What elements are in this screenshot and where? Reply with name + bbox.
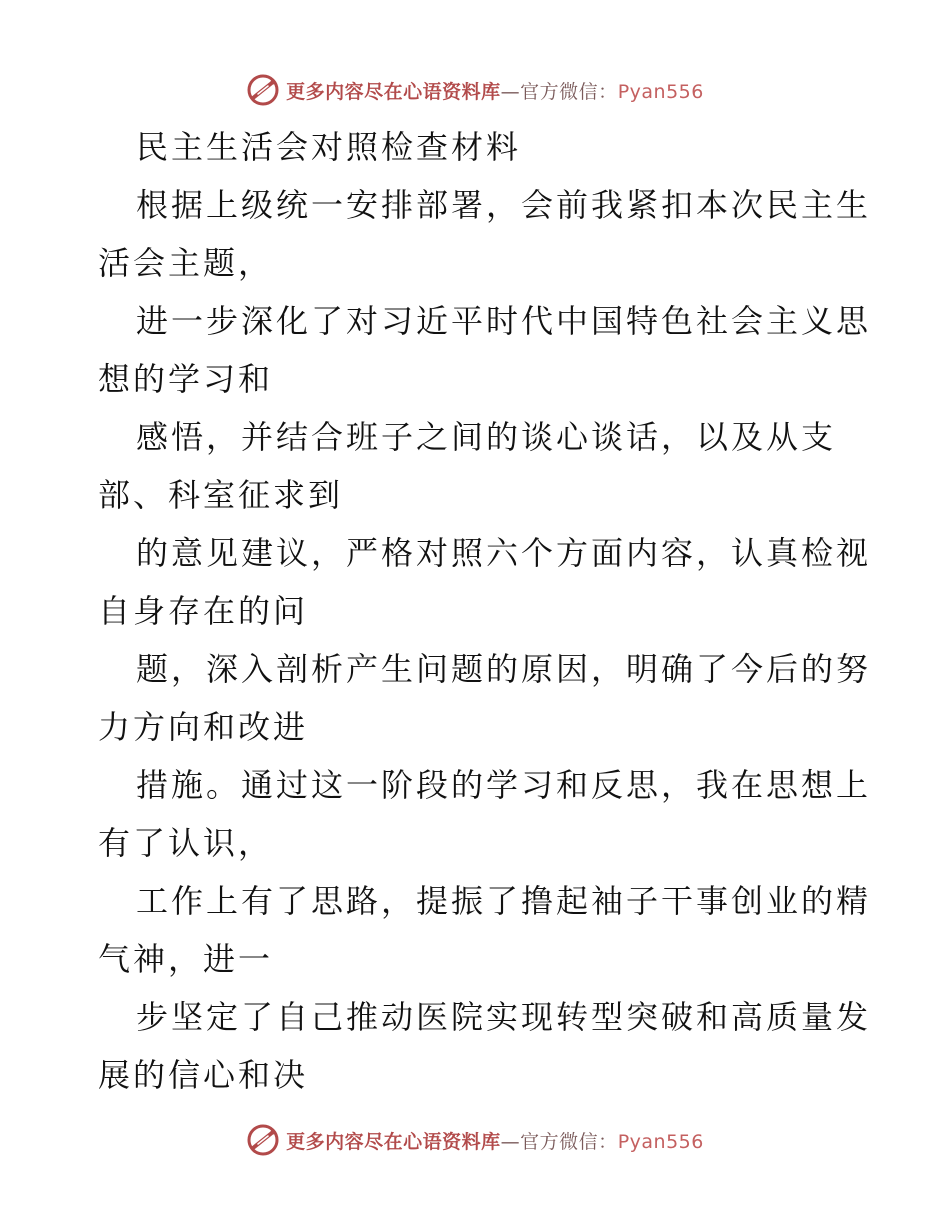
text-line: 部、科室征求到 bbox=[98, 476, 344, 514]
text-line: 活会主题， bbox=[98, 244, 274, 282]
text-line: 力方向和改进 bbox=[98, 708, 309, 746]
text-line: 根据上级统一安排部署，会前我紧扣本次民主生 bbox=[136, 186, 872, 224]
text-line: 自身存在的问 bbox=[98, 592, 309, 630]
text-line: 气神，进一 bbox=[98, 940, 274, 978]
watermark-brand-text: 更多内容尽在心语资料库 bbox=[286, 80, 501, 103]
text-line: 有了认识， bbox=[98, 824, 274, 862]
text-line: 题，深入剖析产生问题的原因，明确了今后的努 bbox=[136, 650, 872, 688]
watermark-wechat-id: Pyan556 bbox=[617, 1130, 704, 1153]
watermark-brand-text: 更多内容尽在心语资料库 bbox=[286, 1130, 501, 1153]
document-body bbox=[98, 118, 872, 1104]
text-line: 想的学习和 bbox=[98, 360, 274, 398]
brand-logo-icon bbox=[246, 73, 280, 107]
text-line: 的意见建议，严格对照六个方面内容，认真检视 bbox=[136, 534, 872, 572]
watermark-header bbox=[0, 70, 950, 110]
document-title: 民主生活会对照检查材料 bbox=[136, 128, 522, 166]
text-line: 进一步深化了对习近平时代中国特色社会主义思 bbox=[136, 302, 872, 340]
text-line: 步坚定了自己推动医院实现转型突破和高质量发 bbox=[136, 998, 872, 1036]
watermark-dash: — bbox=[500, 1130, 521, 1153]
watermark-official-text: 官方微信： bbox=[520, 1130, 618, 1153]
text-line: 措施。通过这一阶段的学习和反思，我在思想上 bbox=[136, 766, 872, 804]
watermark-footer bbox=[0, 1120, 950, 1160]
watermark-dash: — bbox=[500, 80, 521, 103]
text-line: 工作上有了思路，提振了撸起袖子干事创业的精 bbox=[136, 882, 872, 920]
text-line: 展的信心和决 bbox=[98, 1056, 309, 1094]
watermark-wechat-id: Pyan556 bbox=[617, 80, 704, 103]
text-line: 感悟，并结合班子之间的谈心谈话，以及从支 bbox=[136, 418, 837, 456]
watermark-official-text: 官方微信： bbox=[520, 80, 618, 103]
brand-logo-icon bbox=[246, 1123, 280, 1157]
